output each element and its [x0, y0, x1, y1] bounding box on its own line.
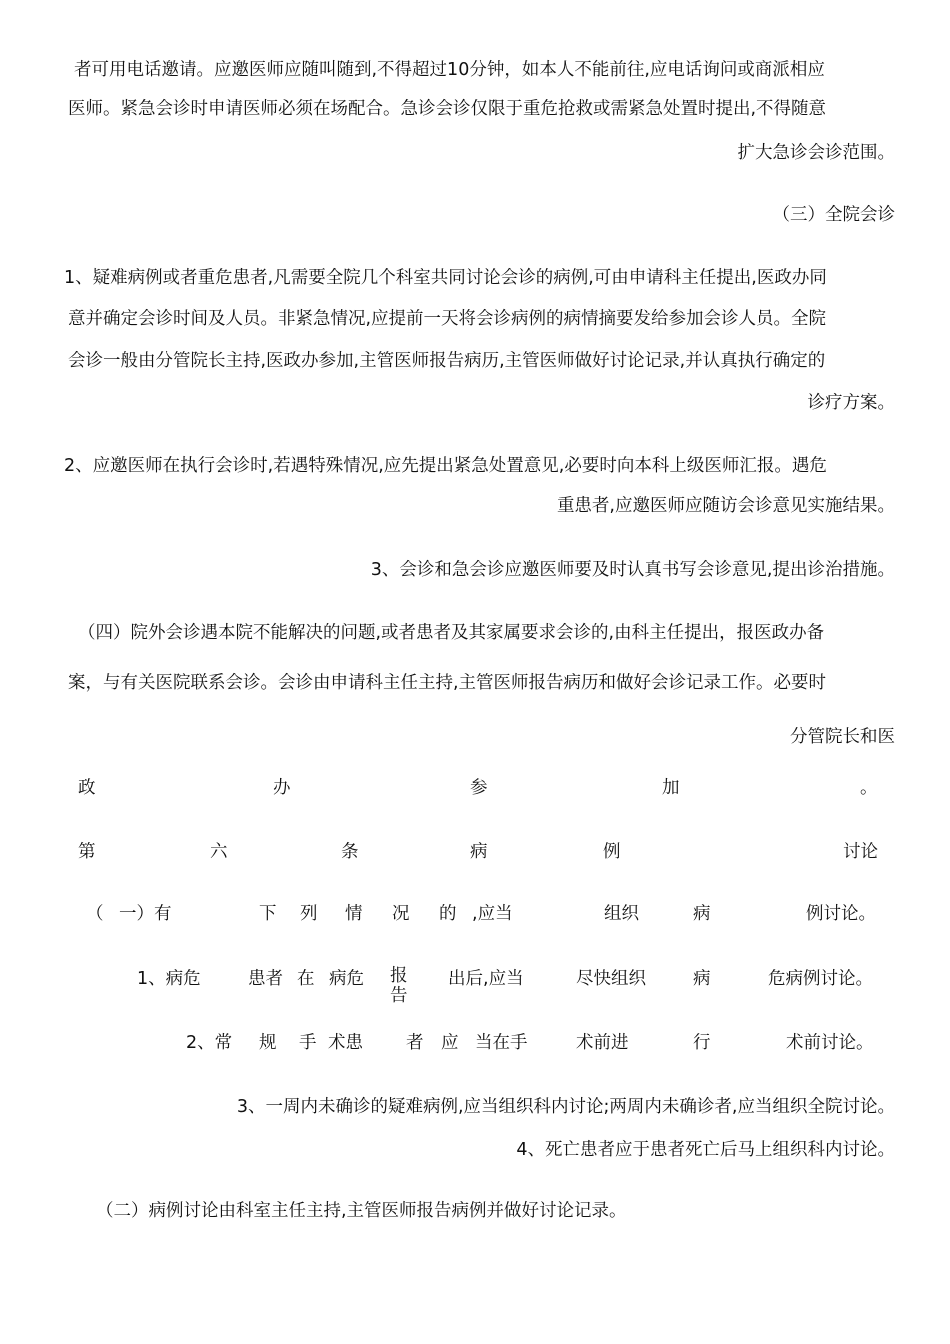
- text-line: 2、应邀医师在执行会诊时,若遇特殊情况,应先提出紧急处置意见,必要时向本科上级医师汇报。遇危: [64, 456, 827, 476]
- text-line: 重患者,应邀医师应随访会诊意见实施结果。: [556, 496, 895, 516]
- text-line: 诊疗方案。: [807, 393, 895, 413]
- text-line: （二）病例讨论由科室主任主持,主管医师报告病例并做好讨论记录。: [96, 1201, 627, 1221]
- word: 病危: [329, 969, 364, 989]
- word: 下: [259, 904, 277, 924]
- spaced-line-yi: [0, 906, 950, 930]
- word: 加: [662, 778, 680, 798]
- word: 尽快组织: [576, 969, 646, 989]
- text-line: 分管院长和医: [790, 727, 895, 747]
- text-line: 3、一周内未确诊的疑难病例,应当组织科内讨论;两周内未确诊者,应当组织全院讨论。: [236, 1097, 895, 1117]
- word: 组织: [604, 904, 639, 924]
- word: 列: [300, 904, 318, 924]
- word: 术前讨论。: [786, 1033, 874, 1053]
- word: 政: [78, 778, 96, 798]
- word: 第: [78, 842, 96, 862]
- word: 患者: [248, 969, 283, 989]
- word: 危病例讨论。: [768, 969, 873, 989]
- text-line: 扩大急诊会诊范围。: [737, 143, 895, 163]
- word: 规: [259, 1033, 277, 1053]
- section-heading: （三）全院会诊: [772, 205, 895, 225]
- word: 病: [693, 969, 711, 989]
- word: 。: [860, 778, 878, 798]
- spaced-line-2: [0, 1035, 950, 1059]
- word: 出后,应当: [448, 969, 524, 989]
- word: 参: [470, 778, 488, 798]
- word: 告: [390, 986, 408, 1007]
- text-line: 1、疑难病例或者重危患者,凡需要全院几个科室共同讨论会诊的病例,可由申请科主任提出,医政办同: [64, 268, 827, 288]
- word: 应: [441, 1033, 459, 1053]
- stacked-text: [390, 966, 408, 1006]
- text-line: 案，与有关医院联系会诊。会诊由申请科主任主持,主管医师报告病历和做好会诊记录工作。必要时: [68, 673, 827, 693]
- text-line: 医师。紧急会诊时申请医师必须在场配合。急诊会诊仅限于重危抢救或需紧急处置时提出,不得随意: [68, 99, 827, 119]
- word: 病: [470, 842, 488, 862]
- text-line: 意并确定会诊时间及人员。非紧急情况,应提前一天将会诊病例的病情摘要发给参加会诊人员。全院: [68, 309, 827, 329]
- article-heading: [0, 844, 950, 868]
- word: 例: [603, 842, 621, 862]
- word: （: [86, 904, 104, 924]
- text-line: 者可用电话邀请。应邀医师应随叫随到,不得超过10分钟，如本人不能前往,应电话询问或商派相应: [74, 60, 825, 80]
- word: ,应当: [472, 904, 513, 924]
- text-line: 会诊一般由分管院长主持,医政办参加,主管医师报告病历,主管医师做好讨论记录,并认真执行确定的: [68, 351, 826, 371]
- word: 办: [273, 778, 291, 798]
- word: 讨论: [843, 842, 878, 862]
- word: 者: [406, 1033, 424, 1053]
- word: 手: [299, 1033, 317, 1053]
- word: 报: [390, 966, 408, 986]
- word: 当在手: [475, 1033, 528, 1053]
- text-line: 4、死亡患者应于患者死亡后马上组织科内讨论。: [516, 1140, 895, 1160]
- word: 条: [341, 842, 359, 862]
- word: 情: [345, 904, 363, 924]
- word: 在: [297, 969, 315, 989]
- word: 例讨论。: [806, 904, 876, 924]
- word: 况: [392, 904, 410, 924]
- word: 1、病危: [137, 969, 201, 989]
- word: 术前进: [576, 1033, 629, 1053]
- text-line: 3、会诊和急会诊应邀医师要及时认真书写会诊意见,提出诊治措施。: [370, 560, 895, 580]
- spaced-line-zheng: [0, 780, 950, 804]
- word: 一）有: [119, 904, 172, 924]
- word: 术患: [328, 1033, 363, 1053]
- word: 的: [439, 904, 457, 924]
- word: 病: [693, 904, 711, 924]
- text-line: （四）院外会诊遇本院不能解决的问题,或者患者及其家属要求会诊的,由科主任提出，报医政办备: [78, 623, 825, 643]
- spaced-line-1: [0, 971, 950, 995]
- word: 行: [693, 1033, 711, 1053]
- word: 六: [210, 842, 228, 862]
- word: 2、常: [186, 1033, 233, 1053]
